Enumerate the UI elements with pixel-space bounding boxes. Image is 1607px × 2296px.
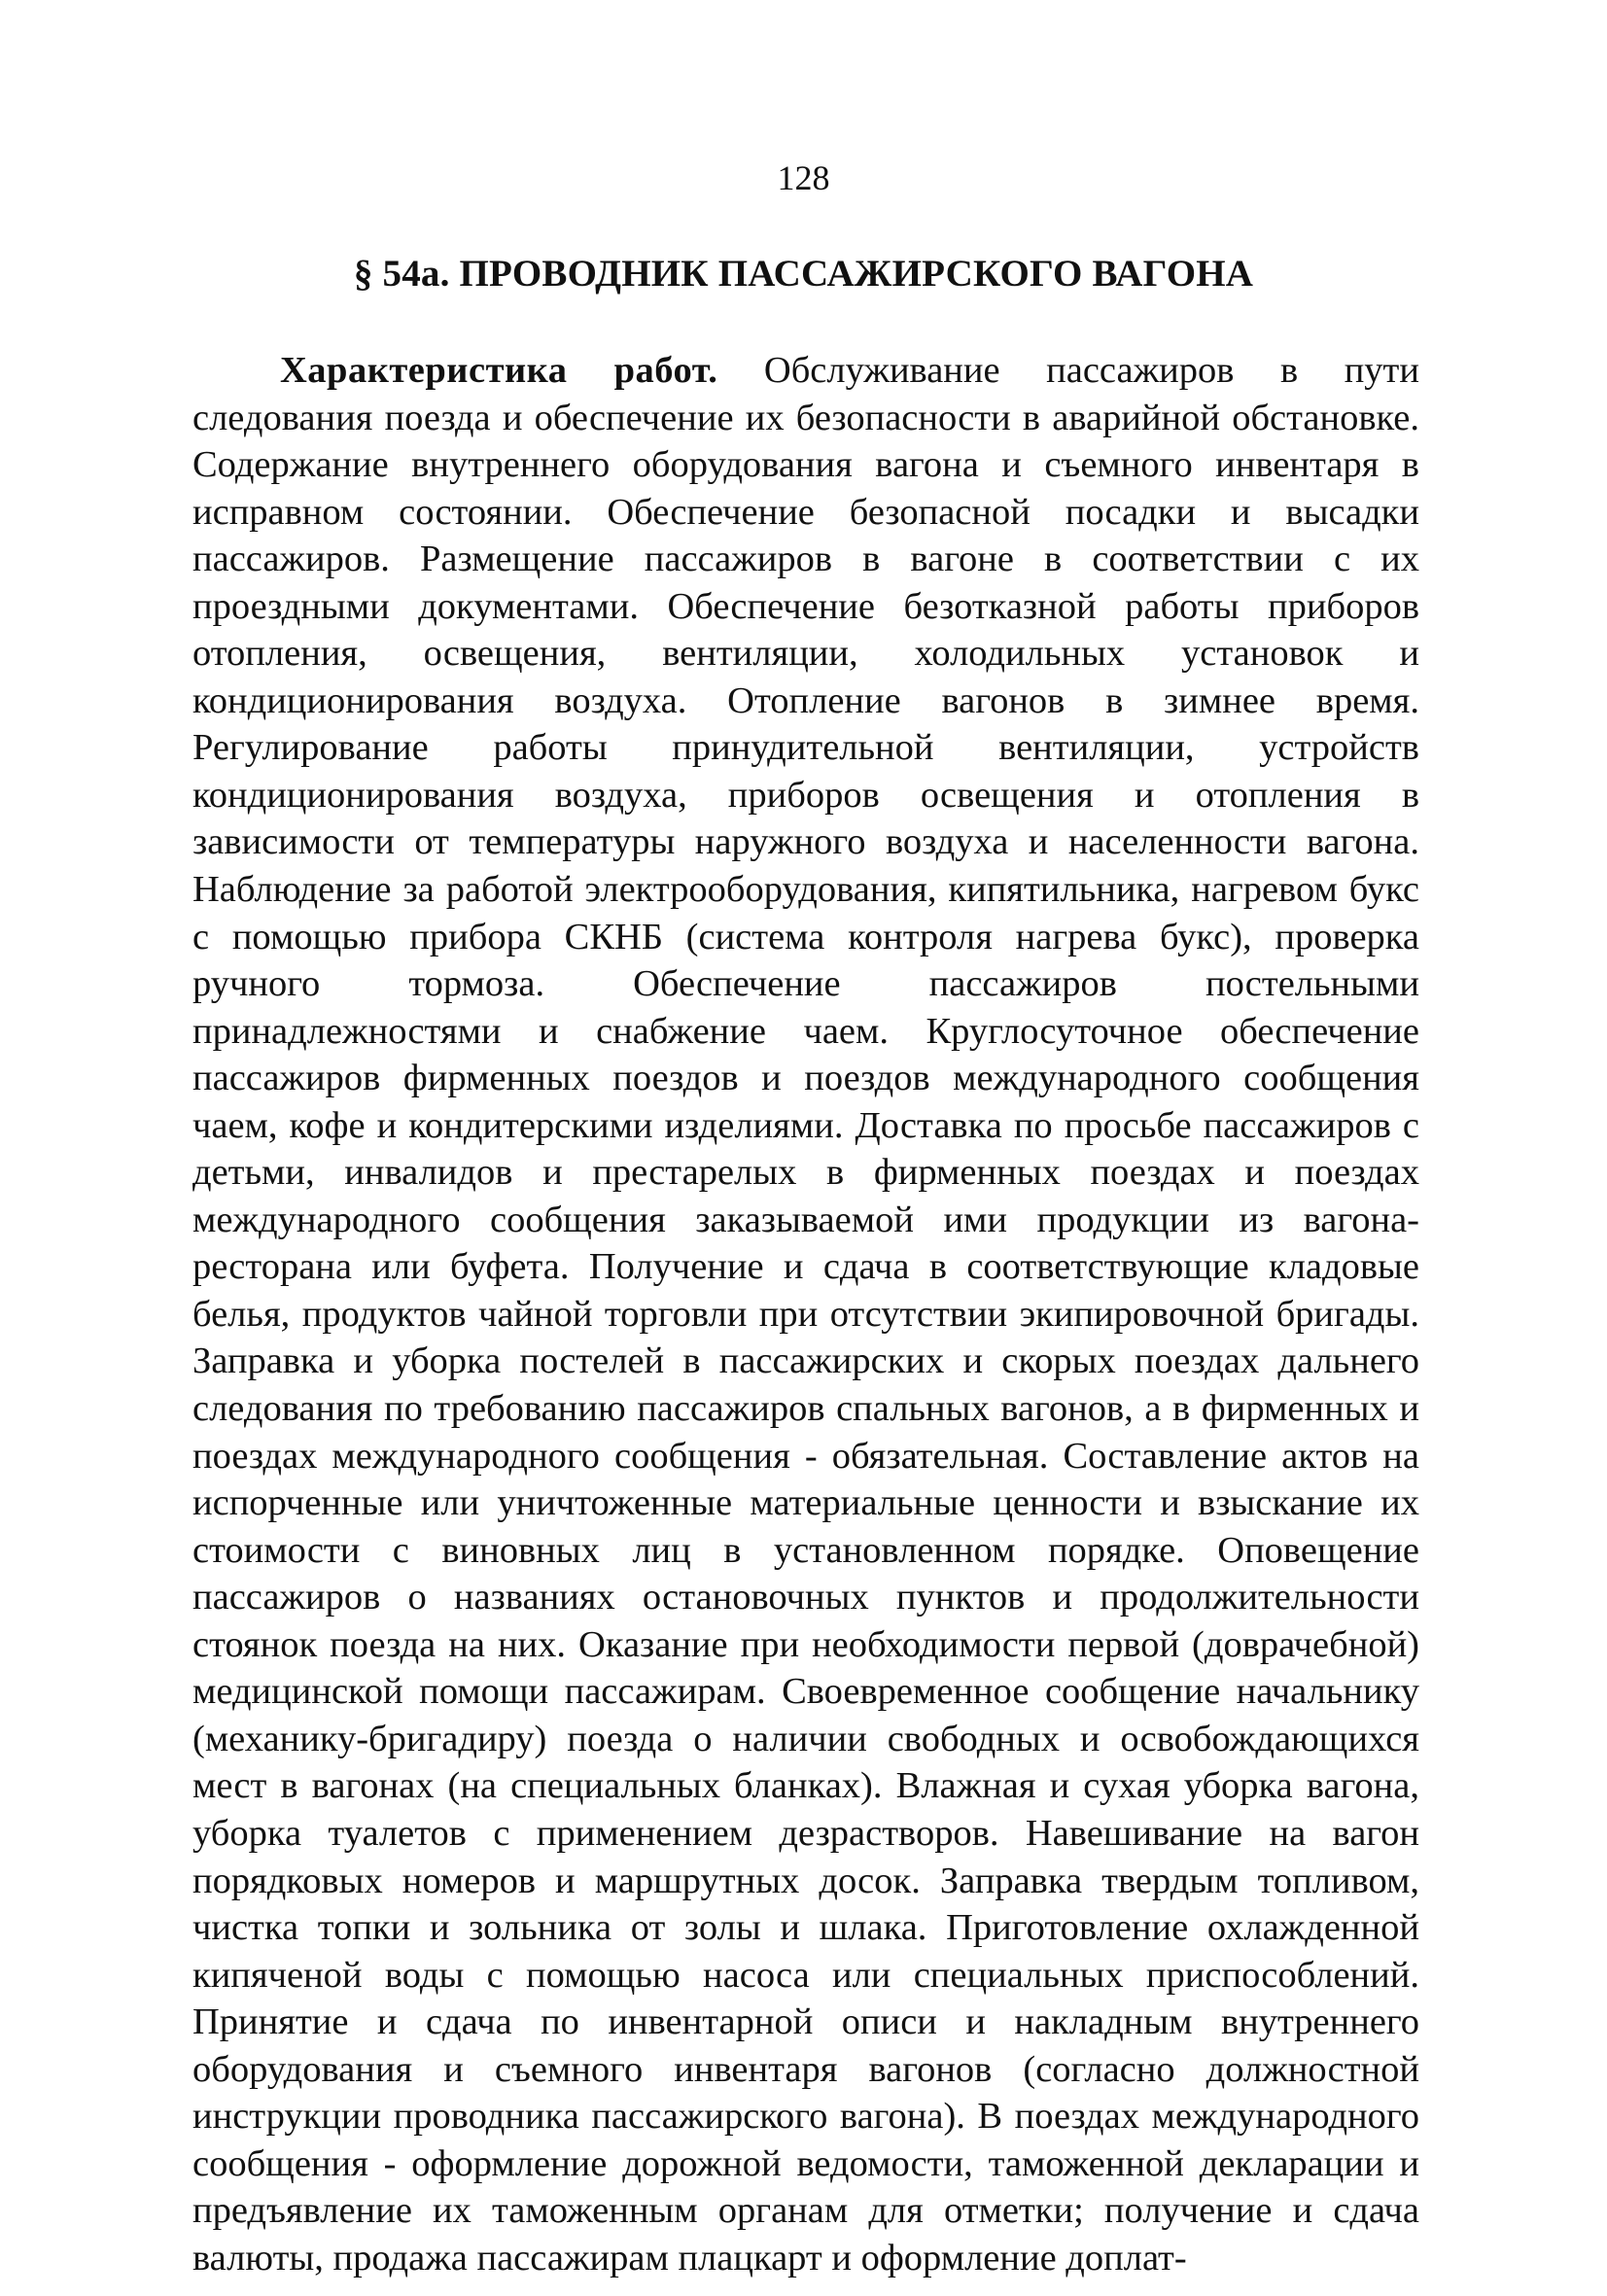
section-title: § 54а. ПРОВОДНИК ПАССАЖИРСКОГО ВАГОНА bbox=[353, 253, 1254, 295]
characteristics-text: Обслуживание пассажиров в пути следования поезда и обеспечение их безопасности в аварийной обстановке. Содержание внутреннего оборудования вагона и съемного инвентаря в исправном состоянии. Обеспечение безопасной посадки и высадки пассажиров. Размещение пассажиров в вагоне в соответствии с их проездными документами. Обеспечение безотказной работы приборов отопления, освещения, вентиляции, холодильных установок и кондиционирования воздуха. Отопление вагонов в зимнее время. Регулирование работы принудительной вентиляции, устройств кондиционирования воздуха, приборов освещения и отопления в зависимости от температуры наружного воздуха и населенности вагона. Наблюдение за работой электрооборудования, кипятильника, нагревом букс с помощью прибора СКНБ (система контроля нагрева букс), проверка ручного тормоза. Обеспечение пассажиров постельными принадлежностями и снабжение чаем. Круглосуточное обеспечение пассажиров фирменных поездов и поездов международного сообщения чаем, кофе и кондитерскими изделиями. Доставка по просьбе пассажиров с детьми, инвалидов и престарелых в фирменных поездах и поездах международного сообщения заказываемой ими продукции из вагона-ресторана или буфета. Получение и сдача в соответствующие кладовые белья, продуктов чайной торговли при отсутствии экипировочной бригады. Заправка и уборка постелей в пассажирских и скорых поездах дальнего следования по требованию пассажиров спальных вагонов, а в фирменных и поездах международного сообщения - обязательная. Составление актов на испорченные или уничтоженные материальные ценности и взыскание их стоимости с виновных лиц в установленном порядке. Оповещение пассажиров о названиях остановочных пунктов и продолжительности стоянок поезда на них. Оказание при необходимости первой (доврачебной) медицинской помощи пассажирам. Своевременное сообщение начальнику (механику-бригадиру) поезда о наличии свободных и освобождающихся мест в вагонах (на специальных бланках). Влажная и сухая уборка вагона, уборка туалетов с применением дезрастворов. Навешивание на вагон порядковых номеров и маршрутных досок. Заправка твердым топливом, чистка топки и зольника от золы и шлака. Приготовление охлажденной кипяченой воды с помощью насоса или специальных приспособлений. Принятие и сдача по инвентарной описи и накладным внутреннего оборудования и съемного инвентаря вагонов (согласно должностной инструкции проводника пассажирского вагона). В поездах международного сообщения - оформление дорожной ведомости, таможенной декларации и предъявление их таможенным органам для отметки; получение и сдача валюты, продажа пассажирам плацкарт и оформление доплат- bbox=[192, 350, 1419, 2279]
characteristics-lead: Характеристика работ. bbox=[280, 350, 718, 391]
characteristics-paragraph bbox=[192, 347, 1419, 2281]
page-number: 128 bbox=[777, 158, 830, 197]
